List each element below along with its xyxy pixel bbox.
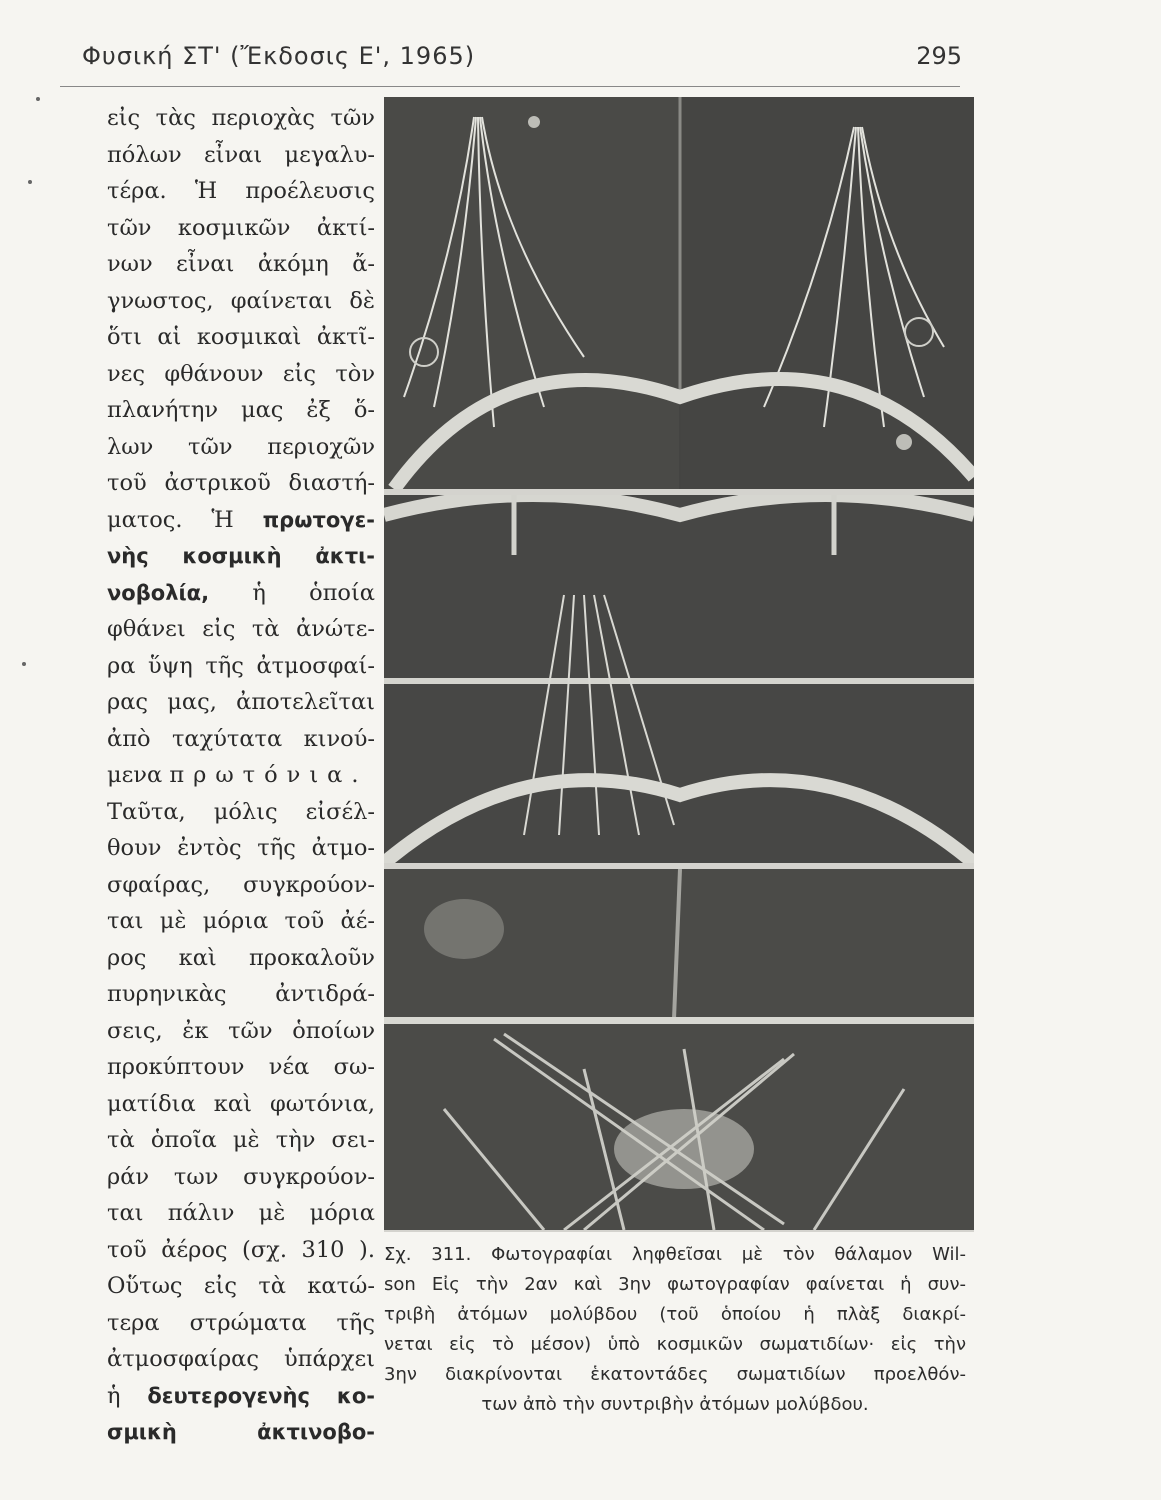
bold-term: νὴς κοσμικὴ ἀκτι- <box>107 544 375 568</box>
spaced-term: πρωτόνια. <box>169 762 368 788</box>
text-line: λων τῶν περιοχῶν <box>107 433 375 460</box>
text-line: Ταῦτα, μόλις εἰσέλ- <box>107 798 375 825</box>
bold-term: πρωτογε- <box>262 507 375 532</box>
running-header <box>82 42 962 82</box>
text-line: ὅτι αἱ κοσμικαὶ ἀκτῖ- <box>107 324 375 350</box>
text-line: ράν των συγκρούον- <box>107 1163 375 1190</box>
text-line: πλανήτην μας ἐξ ὅ- <box>107 397 375 423</box>
text-line: τοῦ ἀέρος (σχ. 310 ). <box>107 1236 375 1263</box>
photo-3-drawing <box>384 869 974 1230</box>
text-line: εἰς τὰς περιοχὰς τῶν <box>107 105 375 131</box>
text-line: νες φθάνουν εἰς τὸν <box>107 360 375 387</box>
text-line: ματίδια καὶ φωτόνια, <box>107 1090 375 1117</box>
text-fragment: ἡ <box>107 1382 148 1409</box>
page-number: 295 <box>916 42 962 70</box>
text-line-with-term <box>107 1378 375 1415</box>
caption-line: νεται εἰς τὸ μέσον) ὑπὸ κοσμικῶν σωματιδίων· εἰς τὴν <box>384 1334 966 1355</box>
header-rule <box>60 86 960 87</box>
text-line: γνωστος, φαίνεται δὲ <box>107 287 375 314</box>
text-fragment: μενα <box>107 762 170 788</box>
cloud-chamber-photo <box>384 97 974 489</box>
text-line: τέρα. Ἡ προέλευσις <box>107 178 375 204</box>
caption-line: Σχ. 311. Φωτογραφίαι ληφθεῖσαι μὲ τὸν θάλαμον Wil- <box>384 1244 966 1265</box>
cloud-chamber-photo <box>384 869 974 1230</box>
text-line: Οὕτως εἰς τὰ κατώ- <box>107 1273 375 1299</box>
body-text-column <box>107 100 375 1451</box>
running-title: Φυσική ΣΤ' (Ἔκδοσις Ε', 1965) <box>82 42 476 70</box>
text-line: ται πάλιν μὲ μόρια <box>107 1200 375 1226</box>
bold-term: νοβολία, <box>107 580 210 605</box>
text-line: τῶν κοσμικῶν ἀκτί- <box>107 214 375 241</box>
text-line: τερα στρώματα τῆς <box>107 1309 375 1336</box>
text-line-with-term <box>107 538 375 575</box>
text-line: πόλων εἶναι μεγαλυ- <box>107 141 375 168</box>
figure-caption <box>384 1240 966 1420</box>
caption-line: των ἀπὸ τὴν συντριβὴν ἀτόμων μολύβδου. <box>481 1394 869 1415</box>
cloud-chamber-figure <box>384 97 974 1232</box>
caption-line: 3ην διακρίνονται ἑκατοντάδες σωματιδίων προελθόν- <box>384 1364 966 1385</box>
print-speck <box>28 180 32 184</box>
text-line-with-term <box>107 575 375 612</box>
text-line: ται μὲ μόρια τοῦ ἀέ- <box>107 908 375 934</box>
text-line: σεις, ἐκ τῶν ὁποίων <box>107 1017 375 1044</box>
text-line: ἀτμοσφαίρας ὑπάρχει <box>107 1346 375 1372</box>
text-line: ἀπὸ ταχύτατα κινού- <box>107 725 375 752</box>
text-line: προκύπτουν νέα σω- <box>107 1054 375 1080</box>
print-speck <box>36 97 40 101</box>
text-line: τοῦ ἀστρικοῦ διαστή- <box>107 470 375 496</box>
text-line-with-term <box>107 1414 375 1451</box>
photo-2-drawing <box>384 495 974 863</box>
caption-line: τριβὴ ἀτόμων μολύβδου (τοῦ ὁποίου ἡ πλὰξ διακρί- <box>384 1304 966 1325</box>
text-line: πυρηνικὰς ἀντιδρά- <box>107 981 375 1007</box>
text-line: ρα ὕψη τῆς ἀτμοσφαί- <box>107 652 375 679</box>
cloud-chamber-photo <box>384 495 974 863</box>
text-line: σφαίρας, συγκρούον- <box>107 871 375 898</box>
text-line: ρος καὶ προκαλοῦν <box>107 944 375 971</box>
text-line: φθάνει εἰς τὰ ἀνώτε- <box>107 616 375 642</box>
text-fragment: ματος. Ἡ <box>107 506 263 533</box>
text-line: θουν ἐντὸς τῆς ἀτμο- <box>107 835 375 861</box>
text-line: τὰ ὁποῖα μὲ τὴν σει- <box>107 1127 375 1153</box>
text-line-with-spaced-term <box>107 757 375 794</box>
text-line: νων εἶναι ἀκόμη ἄ- <box>107 251 375 277</box>
bold-term: δευτερογενὴς κο- <box>147 1383 375 1408</box>
photo-1-drawing <box>384 97 974 489</box>
bold-term: σμικὴ ἀκτινοβο- <box>107 1420 375 1444</box>
text-line: ρας μας, ἀποτελεῖται <box>107 689 375 715</box>
caption-line: son Εἰς τὴν 2αν καὶ 3ην φωτογραφίαν φαίνεται ἡ συν- <box>384 1274 966 1295</box>
text-line-with-term <box>107 502 375 539</box>
text-fragment: ἡ ὁποία <box>209 579 375 606</box>
print-speck <box>22 662 26 666</box>
